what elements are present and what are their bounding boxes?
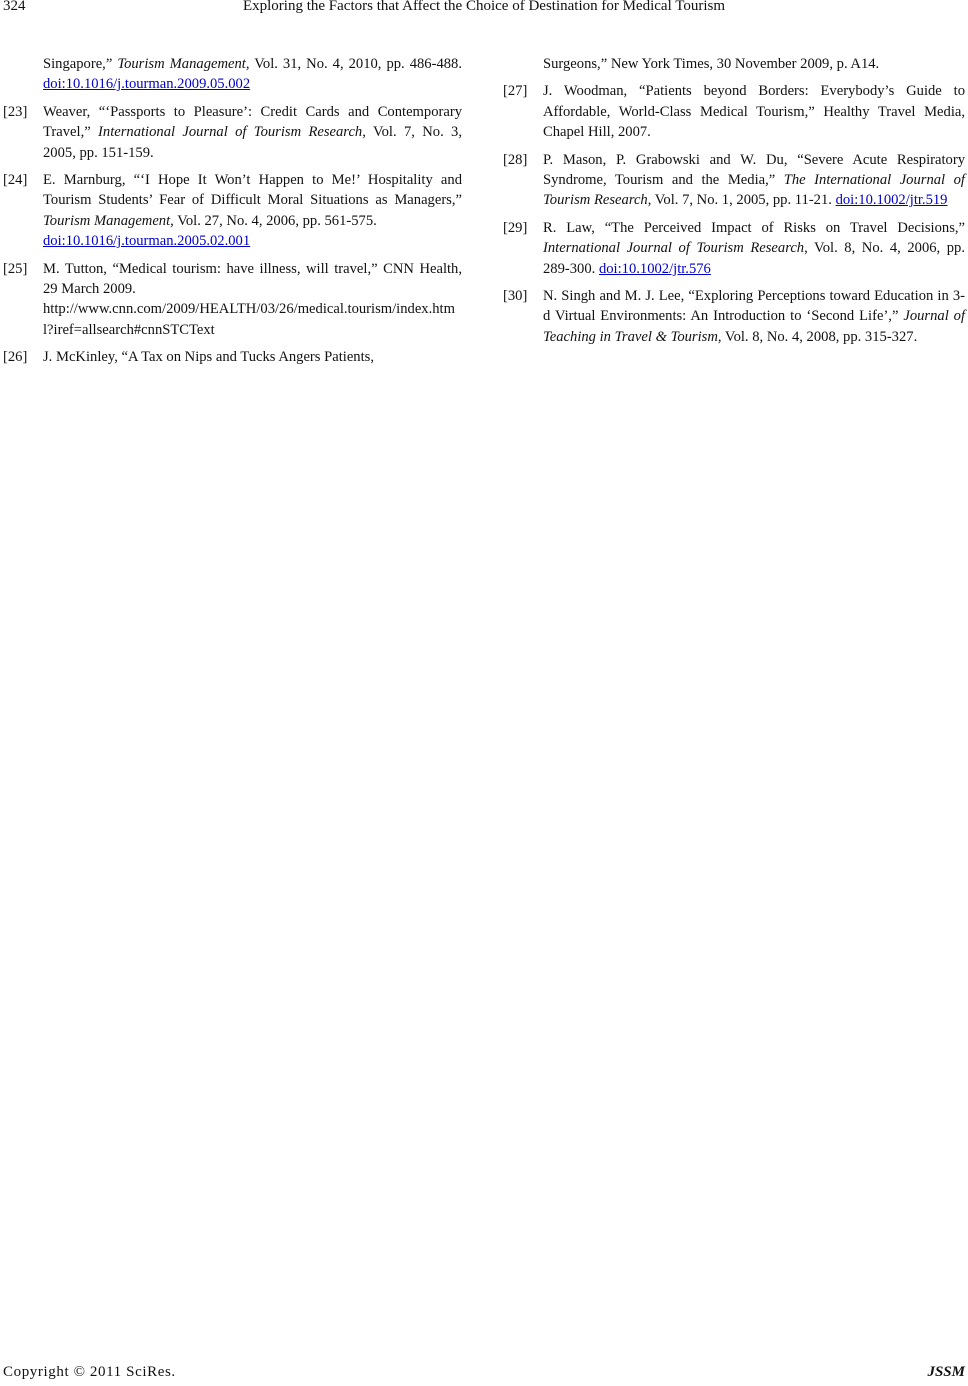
reference-26: [26] J. McKinley, “A Tax on Nips and Tucks Angers Patients,	[3, 347, 462, 367]
reference-23: [23] Weaver, “‘Passports to Pleasure’: Credit Cards and Contemporary Travel,” International Journal of Tourism Research, Vol. 7, No. 3, 2005, pp. 151-159.	[3, 103, 462, 161]
journal-title: Tourism Management	[117, 56, 246, 72]
reference-24: [24] E. Marnburg, “‘I Hope It Won’t Happen to Me!’ Hospitality and Tourism Students’ Fear of Difficult Moral Situations as Managers,” Tourism Management, Vol. 27, No. 4, 2006, pp. 561-575. doi:10.1016/j.tourman.2005.02.001	[3, 172, 462, 250]
running-title: Exploring the Factors that Affect the Choice of Destination for Medical Tourism	[242, 0, 726, 14]
doi-link[interactable]: doi:10.1002/jtr.576	[598, 260, 711, 277]
page-number: 324	[3, 0, 26, 14]
reference-number: [23]	[3, 103, 28, 120]
reference-28: [28] P. Mason, P. Grabowski and W. Du, “Severe Acute Respiratory Syndrome, Tourism and the Media,” The International Journal of Tourism Research, Vol. 7, No. 1, 2005, pp. 11-21. doi:10.1002/jtr.519	[503, 151, 965, 209]
reference-number: [29]	[503, 219, 528, 236]
reference-number: [26]	[3, 349, 28, 366]
reference-29: [29] R. Law, “The Perceived Impact of Risks on Travel Decisions,” International Journal of Tourism Research, Vol. 8, No. 4, 2006, pp. 289-300. doi:10.1002/jtr.576	[503, 219, 965, 277]
doi-link[interactable]: doi:10.1002/jtr.519	[835, 192, 948, 209]
reference-27: [27] J. Woodman, “Patients beyond Borders: Everybody’s Guide to Affordable, World-Class Medical Tourism,” Healthy Travel Media, Chapel Hill, 2007.	[503, 83, 965, 141]
url-text: http://www.cnn.com/2009/HEALTH/03/26/medical.tourism/index.html?iref=allsearch#cnnSTCText	[43, 301, 455, 338]
journal-title: International Journal of Tourism Research	[98, 124, 363, 141]
reference-30: [30] N. Singh and M. J. Lee, “Exploring Perceptions toward Education in 3-d Virtual Environments: An Introduction to ‘Second Life’,” Journal of Teaching in Travel & Tourism, Vol. 8, No. 4, 2008, pp. 315-327.	[503, 288, 966, 345]
copyright-notice: Copyright © 2011 SciRes.	[3, 1364, 176, 1380]
journal-title: The International Journal of Tourism Research	[543, 172, 965, 209]
reference-25: [25] M. Tutton, “Medical tourism: have illness, will travel,” CNN Health, 29 March 2009. http://www.cnn.com/2009/HEALTH/03/26/medical.tourism/index.html?iref=allsearch#cnnSTCText	[3, 259, 462, 341]
reference-number: [24]	[3, 172, 28, 189]
doi-link[interactable]: doi:10.1016/j.tourman.2009.05.002	[43, 76, 251, 93]
reference-number: [30]	[503, 288, 528, 305]
journal-title: International Journal of Tourism Research	[543, 240, 805, 257]
reference-number: [27]	[503, 83, 528, 100]
page-footer	[3, 1364, 965, 1386]
reference-number: [25]	[3, 260, 28, 277]
journal-title: Journal of Teaching in Travel & Tourism	[543, 308, 966, 345]
reference-number: [28]	[503, 151, 528, 168]
references-left-column	[3, 54, 462, 375]
references-right-column	[503, 54, 965, 354]
page-header	[0, 0, 968, 22]
reference-26-continued: Surgeons,” New York Times, 30 November 2009, p. A14.	[543, 56, 880, 72]
reference-22-continued: Singapore,” Tourism Management, Vol. 31, No. 4, 2010, pp. 486-488. doi:10.1016/j.tourman.2009.05.002	[43, 56, 462, 93]
journal-abbreviation: JSSM	[927, 1364, 965, 1380]
doi-link[interactable]: doi:10.1016/j.tourman.2005.02.001	[43, 233, 251, 250]
journal-title: Tourism Management	[43, 212, 171, 229]
